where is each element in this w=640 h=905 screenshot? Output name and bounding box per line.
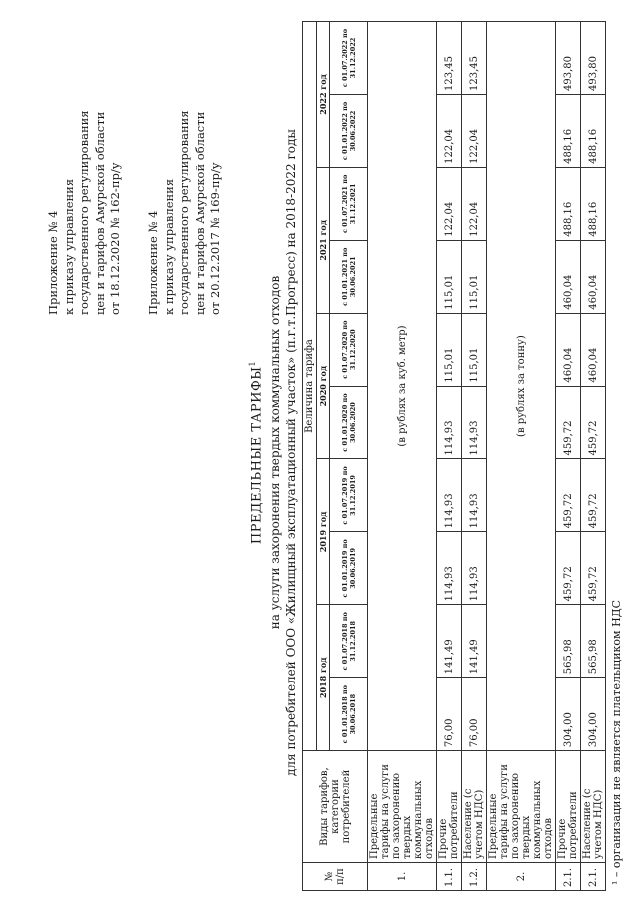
row-no: 1.2. [462, 863, 487, 891]
cell-value: 459,72 [581, 386, 606, 459]
cell-value: 460,04 [556, 240, 581, 313]
page-title [248, 0, 264, 905]
cell-value: 459,72 [556, 459, 581, 532]
header-type: Виды тарифов, категории потребителей [303, 751, 368, 863]
table-row [462, 22, 487, 891]
cell-value: 122,04 [437, 94, 462, 167]
header-period: с 01.01.2018 по 30.06.2018 [330, 678, 368, 751]
cell-value: 115,01 [462, 313, 487, 386]
annex-line: Приложение № 4 [146, 210, 160, 315]
header-year: 2022 год [317, 22, 330, 168]
cell-value: 114,93 [437, 459, 462, 532]
annex-block-2 [146, 110, 224, 315]
cell-value: 122,04 [462, 167, 487, 240]
annex-line: к приказу управления [161, 178, 176, 315]
header-period: с 01.01.2021 по 30.06.2021 [330, 240, 368, 313]
cell-value: 114,93 [462, 386, 487, 459]
cell-value: 459,72 [581, 459, 606, 532]
header-year: 2019 год [317, 459, 330, 605]
cell-value: 114,93 [462, 532, 487, 605]
header-year: 2020 год [317, 313, 330, 459]
section-no: 2. [487, 863, 556, 891]
subtitle-line-2: для потребителей ООО «Жилищный эксплуатационный участок» (п.г.т.Прогресс) на 2018-2022 годы [284, 129, 298, 776]
row-name: Прочие потребители [556, 751, 581, 863]
header-year: 2021 год [317, 167, 330, 313]
cell-value: 488,16 [581, 167, 606, 240]
cell-value: 76,00 [462, 678, 487, 751]
footnote: ¹ – организация не является плательщиком НДС [610, 599, 623, 885]
cell-value: 123,45 [437, 22, 462, 95]
cell-value: 123,45 [462, 22, 487, 95]
cell-value: 488,16 [581, 94, 606, 167]
cell-value: 115,01 [462, 240, 487, 313]
cell-value: 76,00 [437, 678, 462, 751]
row-name: Население (с учетом НДС) [581, 751, 606, 863]
table-row [581, 22, 606, 891]
cell-value: 141,49 [437, 605, 462, 678]
annex-line: государственного регулирования [77, 110, 91, 315]
annex-block-1 [46, 110, 124, 315]
annex-line: от 20.12.2017 № 169-пр/у [208, 162, 222, 315]
row-name: Население (с учетом НДС) [462, 751, 487, 863]
cell-value: 459,72 [581, 532, 606, 605]
cell-value: 493,80 [581, 22, 606, 95]
row-name: Прочие потребители [437, 751, 462, 863]
cell-value: 459,72 [556, 532, 581, 605]
header-period: с 01.01.2020 по 30.06.2020 [330, 386, 368, 459]
cell-value: 459,72 [556, 386, 581, 459]
annex-line: цен и тарифов Амурской области [192, 111, 207, 315]
annex-line: государственного регулирования [177, 110, 191, 315]
cell-value: 141,49 [462, 605, 487, 678]
section-name: Предельные тарифы на услуги по захоронению твердых коммунальных отходов [368, 751, 437, 863]
header-period: с 01.07.2018 по 31.12.2018 [330, 605, 368, 678]
cell-value: 488,16 [556, 94, 581, 167]
cell-value: 460,04 [556, 313, 581, 386]
table-row [437, 22, 462, 891]
header-period: с 01.07.2020 по 31.12.2020 [330, 313, 368, 386]
cell-value: 565,98 [581, 605, 606, 678]
annex-line: от 18.12.2020 № 162-пр/у [108, 162, 122, 315]
cell-value: 122,04 [437, 167, 462, 240]
cell-value: 114,93 [437, 386, 462, 459]
cell-value: 115,01 [437, 313, 462, 386]
header-period: с 01.07.2019 по 31.12.2019 [330, 459, 368, 532]
cell-value: 488,16 [556, 167, 581, 240]
header-period: с 01.07.2021 по 31.12.2021 [330, 167, 368, 240]
subtitle-line-1: на услуги захоронения твердых коммунальных отходов [268, 275, 282, 630]
cell-value: 565,98 [556, 605, 581, 678]
section-no: 1. [368, 863, 437, 891]
header-period: с 01.01.2019 по 30.06.2019 [330, 532, 368, 605]
annex-line: цен и тарифов Амурской области [92, 111, 107, 315]
cell-value: 115,01 [437, 240, 462, 313]
row-no: 2.1. [581, 863, 606, 891]
header-year: 2018 год [317, 605, 330, 751]
cell-value: 304,00 [581, 678, 606, 751]
title-text: ПРЕДЕЛЬНЫЕ ТАРИФЫ [249, 366, 265, 545]
cell-value: 460,04 [581, 240, 606, 313]
section-name: Предельные тарифы на услуги по захоронению твердых коммунальных отходов [487, 751, 556, 863]
cell-value: 114,93 [437, 532, 462, 605]
section-unit: (в рублях за куб. метр) [368, 22, 437, 751]
annex-line: Приложение № 4 [46, 210, 60, 315]
cell-value: 304,00 [556, 678, 581, 751]
cell-value: 122,04 [462, 94, 487, 167]
cell-value: 460,04 [581, 313, 606, 386]
row-no: 2.1. [556, 863, 581, 891]
row-no: 1.1. [437, 863, 462, 891]
header-no: № п/п [303, 863, 368, 891]
header-period: с 01.01.2022 по 30.06.2022 [330, 94, 368, 167]
table-row [556, 22, 581, 891]
cell-value: 114,93 [462, 459, 487, 532]
tariff-table [302, 21, 606, 891]
section-unit: (в рублях за тонну) [487, 22, 556, 751]
cell-value: 493,80 [556, 22, 581, 95]
annex-line: к приказу управления [61, 178, 76, 315]
header-period: с 01.07.2022 по 31.12.2022 [330, 22, 368, 95]
title-footnote-mark: 1 [248, 360, 257, 367]
header-value: Величина тарифа [303, 22, 317, 751]
